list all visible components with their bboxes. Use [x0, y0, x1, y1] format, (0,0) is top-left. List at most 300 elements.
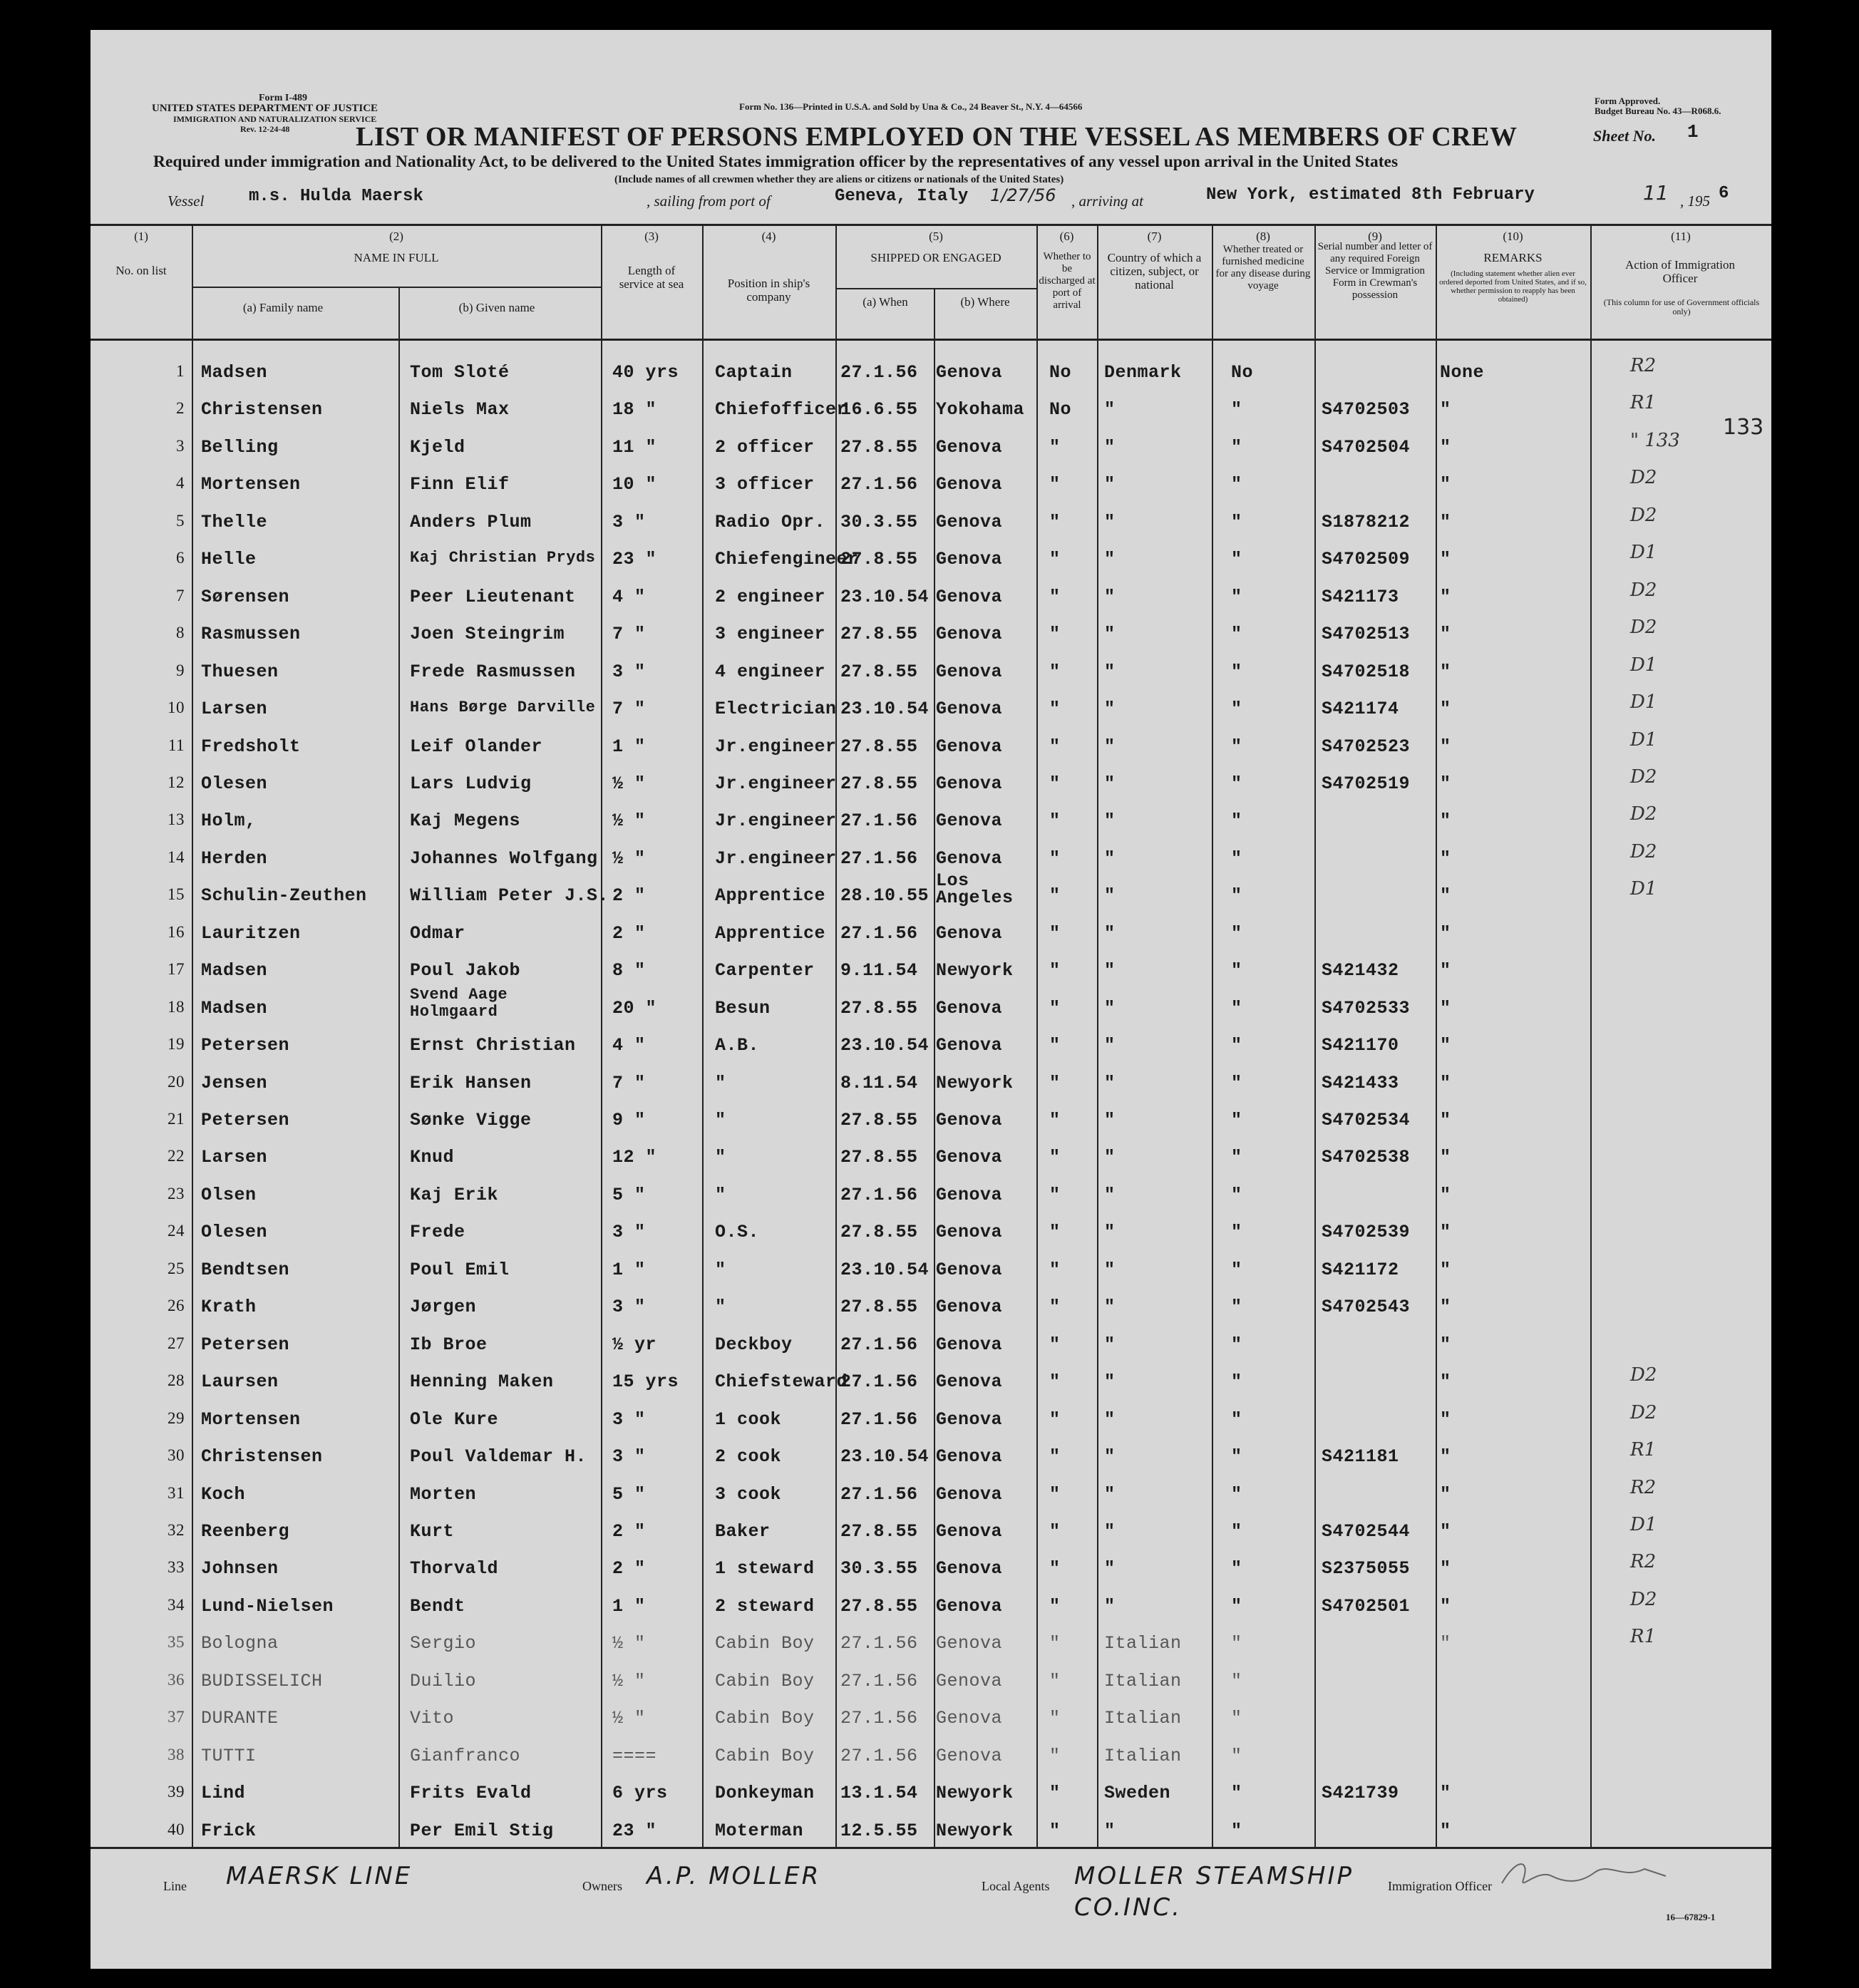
row-number: 20: [168, 1072, 185, 1091]
discharge-status: ": [1049, 773, 1061, 794]
discharge-status: ": [1049, 1184, 1061, 1205]
arrival-handwritten: 11: [1643, 181, 1669, 205]
country: ": [1104, 699, 1116, 720]
shipped-where: Genova: [936, 736, 1003, 757]
position: Jr.engineer: [715, 773, 837, 794]
treated-status: ": [1231, 773, 1242, 794]
given-name: Svend Aage Holmgaard: [410, 985, 508, 1021]
shipped-where: Genova: [936, 1147, 1003, 1168]
col-5-header: SHIPPED OR ENGAGED: [870, 251, 1001, 264]
given-name: Peer Lieutenant: [410, 586, 576, 607]
family-name: Olesen: [201, 1222, 268, 1243]
family-name: Christensen: [201, 399, 323, 421]
given-name: Jørgen: [410, 1297, 477, 1318]
given-name: Lars Ludvig: [410, 773, 532, 794]
shipped-when: 27.1.56: [840, 810, 918, 832]
revision: Rev. 12-24-48: [240, 124, 290, 134]
shipped-when: 27.8.55: [840, 1110, 918, 1131]
shipped-when: 27.8.55: [840, 661, 918, 682]
treated-status: ": [1231, 399, 1242, 421]
remarks: ": [1440, 699, 1451, 720]
serial-number: S421432: [1322, 960, 1399, 982]
position: Chiefofficer: [715, 399, 848, 421]
treated-status: ": [1231, 699, 1242, 720]
row-number: 39: [168, 1783, 185, 1801]
family-name: Jensen: [201, 1072, 268, 1093]
shipped-where: Genova: [936, 362, 1003, 383]
agents-label: Local Agents: [982, 1879, 1050, 1893]
family-name: Olsen: [201, 1184, 257, 1205]
shipped-when: 8.11.54: [840, 1072, 918, 1093]
discharge-status: ": [1049, 810, 1061, 832]
discharge-status: ": [1049, 661, 1061, 682]
table-row: [91, 763, 1771, 800]
discharge-status: ": [1049, 1446, 1061, 1468]
discharge-status: ": [1049, 1371, 1061, 1393]
shipped-where: Los Angeles: [936, 870, 1014, 909]
family-name: Herden: [201, 848, 268, 869]
family-name: Holm,: [201, 810, 257, 832]
given-name: Kjeld: [410, 436, 465, 458]
remarks: ": [1440, 1595, 1451, 1617]
given-name: Kaj Megens: [410, 810, 521, 832]
length-of-service: 3 ": [612, 1297, 646, 1318]
length-of-service: 9 ": [612, 1110, 646, 1131]
shipped-where: Genova: [936, 1520, 1003, 1542]
shipped-when: 27.1.56: [840, 1184, 918, 1205]
col-5b-header: (b) Where: [960, 295, 1010, 309]
discharge-status: ": [1049, 1334, 1061, 1355]
remarks: ": [1440, 1259, 1451, 1280]
shipped-where: Genova: [936, 1371, 1003, 1393]
position: Besun: [715, 997, 771, 1019]
family-name: Frick: [201, 1820, 257, 1841]
length-of-service: 40 yrs: [612, 362, 679, 383]
given-name: Leif Olander: [410, 736, 543, 757]
manifest-page: [91, 30, 1771, 1969]
shipped-when: 27.1.56: [840, 1708, 918, 1729]
officer-action: D1: [1630, 1513, 1657, 1535]
row-number: 13: [168, 810, 185, 829]
given-name: Poul Emil: [410, 1259, 510, 1280]
position: Jr.engineer: [715, 810, 837, 832]
family-name: BUDISSELICH: [201, 1670, 323, 1691]
table-row: [91, 726, 1771, 763]
row-number: 27: [168, 1334, 185, 1352]
discharge-status: ": [1049, 586, 1061, 607]
country: ": [1104, 399, 1116, 421]
treated-status: ": [1231, 1371, 1242, 1393]
treated-status: ": [1231, 1110, 1242, 1131]
length-of-service: ½ ": [612, 773, 646, 794]
shipped-when: 27.8.55: [840, 1520, 918, 1542]
discharge-status: ": [1049, 1558, 1061, 1580]
country: ": [1104, 511, 1116, 532]
row-number: 3: [176, 436, 185, 455]
serial-number: S421170: [1322, 1035, 1399, 1056]
discharge-status: ": [1049, 1745, 1061, 1766]
col-2-number: (2): [389, 230, 403, 243]
table-row: [91, 1474, 1771, 1511]
country: ": [1104, 1483, 1116, 1505]
given-name: Anders Plum: [410, 511, 532, 532]
given-name: Niels Max: [410, 399, 510, 421]
given-name: Frede Rasmussen: [410, 661, 576, 682]
col-5-number: (5): [929, 230, 943, 243]
table-row: [91, 539, 1771, 576]
length-of-service: ====: [612, 1745, 657, 1766]
remarks: ": [1440, 1147, 1451, 1168]
name-subdivider: [192, 287, 601, 288]
remarks: ": [1440, 1783, 1451, 1804]
treated-status: ": [1231, 1035, 1242, 1056]
position: Cabin Boy: [715, 1670, 815, 1691]
officer-action: D2: [1630, 504, 1657, 526]
row-number: 26: [168, 1297, 185, 1315]
table-row: [91, 838, 1771, 875]
position: Chiefsteward: [715, 1371, 848, 1393]
officer-action: D2: [1630, 617, 1657, 639]
year-digit: 6: [1719, 184, 1729, 203]
row-number: 15: [168, 885, 185, 904]
given-name: Sergio: [410, 1633, 477, 1654]
serial-number: S4702544: [1322, 1520, 1411, 1542]
family-name: Sørensen: [201, 586, 290, 607]
remarks: ": [1440, 1371, 1451, 1393]
given-name: Kaj Erik: [410, 1184, 499, 1205]
treated-status: ": [1231, 1408, 1242, 1430]
family-name: TUTTI: [201, 1745, 257, 1766]
family-name: Bendtsen: [201, 1259, 290, 1280]
country: ": [1104, 997, 1116, 1019]
shipped-when: 23.10.54: [840, 1259, 930, 1280]
family-name: Rasmussen: [201, 624, 301, 645]
position: Radio Opr.: [715, 511, 826, 532]
given-name: Erik Hansen: [410, 1072, 532, 1093]
remarks: ": [1440, 1297, 1451, 1318]
row-number: 32: [168, 1520, 185, 1539]
length-of-service: ½ ": [612, 1708, 646, 1729]
treated-status: ": [1231, 1633, 1242, 1654]
shipped-when: 27.8.55: [840, 624, 918, 645]
treated-status: ": [1231, 810, 1242, 832]
row-number: 34: [168, 1595, 185, 1614]
position: Deckboy: [715, 1334, 793, 1355]
treated-status: ": [1231, 1147, 1242, 1168]
length-of-service: ½ ": [612, 810, 646, 832]
vessel-label: Vessel: [168, 192, 205, 210]
budget-bureau: Budget Bureau No. 43—R068.6.: [1595, 105, 1721, 116]
treated-status: ": [1231, 1184, 1242, 1205]
length-of-service: 20 ": [612, 997, 657, 1019]
length-of-service: 10 ": [612, 474, 657, 495]
given-name: Bendt: [410, 1595, 465, 1617]
shipped-when: 27.8.55: [840, 1222, 918, 1243]
remarks: ": [1440, 399, 1451, 421]
family-name: DURANTE: [201, 1708, 279, 1729]
remarks: ": [1440, 810, 1451, 832]
family-name: Christensen: [201, 1446, 323, 1468]
line-label: Line: [163, 1879, 187, 1893]
country: ": [1104, 885, 1116, 907]
shipped-where: Genova: [936, 1408, 1003, 1430]
row-number: 7: [176, 586, 185, 604]
discharge-status: ": [1049, 436, 1061, 458]
serial-number: S421433: [1322, 1072, 1399, 1093]
shipped-when: 27.8.55: [840, 773, 918, 794]
family-name: Larsen: [201, 1147, 268, 1168]
remarks: None: [1440, 362, 1485, 383]
officer-action: D2: [1630, 467, 1657, 489]
shipped-when: 23.10.54: [840, 699, 930, 720]
discharge-status: ": [1049, 1110, 1061, 1131]
treated-status: ": [1231, 1708, 1242, 1729]
discharge-status: ": [1049, 1633, 1061, 1654]
officer-label: Immigration Officer: [1388, 1879, 1493, 1893]
remarks: ": [1440, 922, 1451, 944]
table-row: [91, 464, 1771, 501]
position: 2 cook: [715, 1446, 782, 1468]
length-of-service: 3 ": [612, 661, 646, 682]
table-row: [91, 985, 1771, 1025]
discharge-status: ": [1049, 699, 1061, 720]
remarks: ": [1440, 586, 1451, 607]
discharge-status: ": [1049, 549, 1061, 570]
serial-number: S4702519: [1322, 773, 1411, 794]
col-3-header: Length of service at sea: [619, 264, 684, 291]
length-of-service: 2 ": [612, 1520, 646, 1542]
treated-status: ": [1231, 1297, 1242, 1318]
length-of-service: 15 yrs: [612, 1371, 679, 1393]
table-row: [91, 1212, 1771, 1249]
position: 2 steward: [715, 1595, 815, 1617]
shipped-when: 23.10.54: [840, 1446, 930, 1468]
officer-action: D1: [1630, 654, 1657, 676]
family-name: Helle: [201, 549, 257, 570]
length-of-service: 8 ": [612, 960, 646, 982]
family-name: Madsen: [201, 960, 268, 982]
family-name: Fredsholt: [201, 736, 301, 757]
position: ": [715, 1147, 726, 1168]
discharge-status: ": [1049, 1147, 1061, 1168]
position: Apprentice: [715, 922, 826, 944]
treated-status: ": [1231, 1783, 1242, 1804]
table-row: [91, 389, 1771, 426]
position: 1 cook: [715, 1408, 782, 1430]
row-number: 2: [176, 399, 185, 418]
officer-action: D1: [1630, 728, 1657, 751]
given-name: Gianfranco: [410, 1745, 521, 1766]
officer-action: D2: [1630, 1364, 1657, 1386]
given-name: Ole Kure: [410, 1408, 499, 1430]
shipped-where: Newyork: [936, 960, 1014, 982]
serial-number: S421173: [1322, 586, 1399, 607]
position: 1 steward: [715, 1558, 815, 1580]
col-6-number: (6): [1059, 230, 1074, 243]
table-row: [91, 1623, 1771, 1660]
remarks: ": [1440, 1408, 1451, 1430]
remarks: ": [1440, 1110, 1451, 1131]
shipped-where: Genova: [936, 586, 1003, 607]
col-4-number: (4): [761, 230, 776, 243]
family-name: Mortensen: [201, 474, 301, 495]
family-name: Krath: [201, 1297, 257, 1318]
discharge-status: ": [1049, 1670, 1061, 1691]
shipped-when: 27.1.56: [840, 1334, 918, 1355]
remarks: ": [1440, 1820, 1451, 1841]
shipped-where: Genova: [936, 549, 1003, 570]
sheet-number: 1: [1687, 121, 1699, 143]
discharge-status: No: [1049, 399, 1072, 421]
position: ": [715, 1184, 726, 1205]
treated-status: ": [1231, 1222, 1242, 1243]
given-name: Poul Jakob: [410, 960, 521, 982]
col-10-header: REMARKS: [1483, 251, 1543, 264]
position: 2 engineer: [715, 586, 826, 607]
col-8-number: (8): [1256, 230, 1270, 243]
treated-status: ": [1231, 1670, 1242, 1691]
header-bottom-rule: [91, 339, 1771, 341]
country: Denmark: [1104, 362, 1182, 383]
country: ": [1104, 922, 1116, 944]
row-number: 36: [168, 1670, 185, 1689]
discharge-status: ": [1049, 1035, 1061, 1056]
shipped-where: Genova: [936, 474, 1003, 495]
length-of-service: 5 ": [612, 1483, 646, 1505]
row-number: 37: [168, 1708, 185, 1726]
table-row: [91, 1063, 1771, 1100]
table-row: [91, 870, 1771, 912]
shipped-where: Genova: [936, 699, 1003, 720]
length-of-service: 4 ": [612, 586, 646, 607]
vessel-name: m.s. Hulda Maersk: [249, 187, 423, 206]
length-of-service: 7 ": [612, 624, 646, 645]
officer-action: D1: [1630, 542, 1657, 564]
officer-action: D1: [1630, 878, 1657, 900]
serial-number: S4702543: [1322, 1297, 1411, 1318]
treated-status: ": [1231, 1259, 1242, 1280]
officer-action: R1: [1630, 1626, 1657, 1648]
row-number: 29: [168, 1408, 185, 1427]
discharge-status: ": [1049, 474, 1061, 495]
remarks: ": [1440, 773, 1451, 794]
discharge-status: ": [1049, 1222, 1061, 1243]
given-name: Duilio: [410, 1670, 477, 1691]
table-row: [91, 1698, 1771, 1735]
row-number: 17: [168, 960, 185, 979]
shipped-when: 27.1.56: [840, 1745, 918, 1766]
row-number: 35: [168, 1633, 185, 1652]
length-of-service: 1 ": [612, 1595, 646, 1617]
remarks: ": [1440, 1520, 1451, 1542]
shipped-where: Genova: [936, 1184, 1003, 1205]
shipped-where: Genova: [936, 1110, 1003, 1131]
discharge-status: ": [1049, 1259, 1061, 1280]
serial-number: S4702538: [1322, 1147, 1411, 1168]
family-name: Belling: [201, 436, 279, 458]
col-5a-header: (a) When: [862, 295, 908, 309]
position: Electrician: [715, 699, 837, 720]
length-of-service: 6 yrs: [612, 1783, 668, 1804]
port-date-handwritten: 1/27/56: [990, 185, 1056, 205]
arriving-label: , arriving at: [1071, 192, 1143, 210]
length-of-service: 5 ": [612, 1184, 646, 1205]
discharge-status: ": [1049, 1297, 1061, 1318]
length-of-service: 3 ": [612, 1446, 646, 1468]
discharge-status: ": [1049, 1820, 1061, 1841]
remarks: ": [1440, 1035, 1451, 1056]
shipped-when: 27.1.56: [840, 1371, 918, 1393]
col-11-header: Action of Immigration Officer: [1625, 258, 1735, 285]
given-name: Ernst Christian: [410, 1035, 576, 1056]
agents-value-1: MOLLER STEAMSHIP: [1074, 1862, 1354, 1890]
row-number: 10: [168, 699, 185, 717]
family-name: Olesen: [201, 773, 268, 794]
owners-label: Owners: [582, 1879, 622, 1893]
country: ": [1104, 1595, 1116, 1617]
given-name: Johannes Wolfgang: [410, 848, 598, 869]
position: 2 officer: [715, 436, 815, 458]
shipped-when: 27.1.56: [840, 362, 918, 383]
table-row: [91, 1736, 1771, 1773]
shipped-where: Genova: [936, 1708, 1003, 1729]
officer-action: D2: [1630, 766, 1657, 788]
country: ": [1104, 1446, 1116, 1468]
family-name: Larsen: [201, 699, 268, 720]
table-row: [91, 1137, 1771, 1174]
discharge-status: ": [1049, 736, 1061, 757]
family-name: Laursen: [201, 1371, 279, 1393]
serial-number: S4702534: [1322, 1110, 1411, 1131]
serial-number: S4702533: [1322, 997, 1411, 1019]
remarks: ": [1440, 1072, 1451, 1093]
officer-action: D2: [1630, 840, 1657, 862]
col-2b-header: (b) Given name: [458, 301, 535, 314]
treated-status: ": [1231, 474, 1242, 495]
country: ": [1104, 1558, 1116, 1580]
family-name: Thuesen: [201, 661, 279, 682]
serial-number: S421181: [1322, 1446, 1399, 1468]
country: ": [1104, 1222, 1116, 1243]
length-of-service: 2 ": [612, 885, 646, 907]
length-of-service: 18 ": [612, 399, 657, 421]
country: ": [1104, 736, 1116, 757]
length-of-service: 23 ": [612, 1820, 657, 1841]
row-number: 31: [168, 1483, 185, 1502]
col-1-number: (1): [134, 230, 148, 243]
shipped-where: Genova: [936, 511, 1003, 532]
row-number: 14: [168, 848, 185, 866]
length-of-service: 3 ": [612, 1222, 646, 1243]
shipped-when: 9.11.54: [840, 960, 918, 982]
position: Donkeyman: [715, 1783, 815, 1804]
country: ": [1104, 436, 1116, 458]
shipped-where: Newyork: [936, 1072, 1014, 1093]
discharge-status: ": [1049, 1783, 1061, 1804]
country: Sweden: [1104, 1783, 1171, 1804]
length-of-service: 7 ": [612, 699, 646, 720]
shipped-when: 30.3.55: [840, 1558, 918, 1580]
table-row: [91, 950, 1771, 987]
row-number: 8: [176, 624, 185, 642]
given-name: William Peter J.S.: [410, 885, 609, 907]
serial-number: S4702513: [1322, 624, 1411, 645]
position: 3 engineer: [715, 624, 826, 645]
department: UNITED STATES DEPARTMENT OF JUSTICE: [152, 103, 379, 114]
treated-status: ": [1231, 736, 1242, 757]
treated-status: ": [1231, 1446, 1242, 1468]
length-of-service: 4 ": [612, 1035, 646, 1056]
